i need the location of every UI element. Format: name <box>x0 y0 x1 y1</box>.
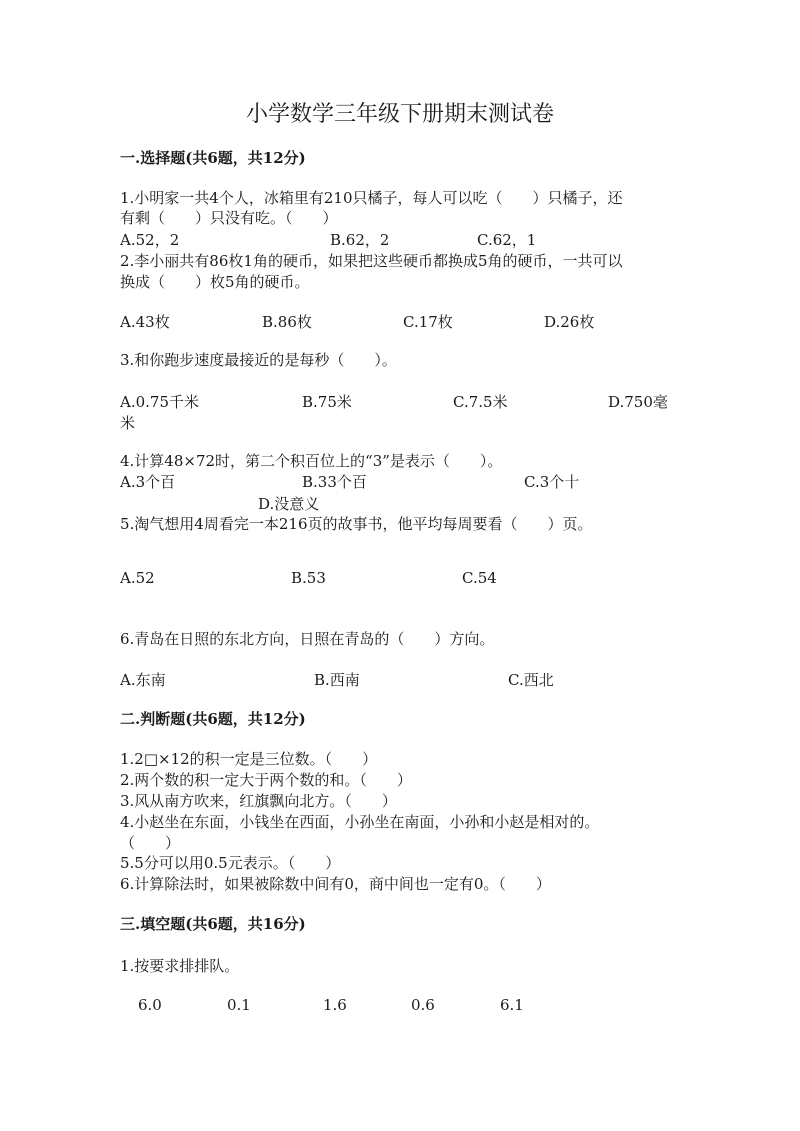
judge-item: 1.2□×12的积一定是三位数。（ ） <box>120 750 378 768</box>
option-d-wrap: 米 <box>120 414 136 432</box>
judge-item: 3.风从南方吹来，红旗飘向北方。（ ） <box>120 792 397 810</box>
judge-item: 2.两个数的积一定大于两个数的和。（ ） <box>120 771 412 789</box>
judge-item: 5.5分可以用0.5元表示。（ ） <box>120 854 341 872</box>
option-b: B.53 <box>291 569 326 587</box>
option-c: C.7.5米 <box>453 393 508 411</box>
option-b: B.75米 <box>302 393 352 411</box>
option-c: C.62，1 <box>477 231 537 249</box>
number-item: 0.6 <box>411 996 435 1014</box>
question-text: 5.淘气想用4周看完一本216页的故事书，他平均每周要看（ ）页。 <box>120 515 593 533</box>
option-a: A.3个百 <box>120 473 176 491</box>
section-heading-choice: 一.选择题(共6题，共12分) <box>120 149 306 167</box>
judge-item: 6.计算除法时，如果被除数中间有0，商中间也一定有0。（ ） <box>120 875 551 893</box>
option-c: C.17枚 <box>403 313 453 331</box>
question-text: 4.计算48×72时，第二个积百位上的“3”是表示（ ）。 <box>120 452 503 470</box>
question-text: 6.青岛在日照的东北方向，日照在青岛的（ ）方向。 <box>120 630 495 648</box>
option-a: A.东南 <box>120 671 166 689</box>
question-text: 换成（ ）枚5角的硬币。 <box>120 273 310 291</box>
option-a: A.43枚 <box>120 313 170 331</box>
question-text: 1.按要求排排队。 <box>120 957 240 975</box>
question-text: 3.和你跑步速度最接近的是每秒（ ）。 <box>120 351 397 369</box>
number-item: 6.0 <box>138 996 162 1014</box>
question-text: 有剩（ ）只没有吃。（ ） <box>120 209 338 227</box>
number-item: 1.6 <box>323 996 347 1014</box>
option-d: D.没意义 <box>258 495 320 513</box>
question-text: 2.李小丽共有86枚1角的硬币，如果把这些硬币都换成5角的硬币，一共可以 <box>120 252 623 270</box>
page-title: 小学数学三年级下册期末测试卷 <box>245 102 554 127</box>
option-d: D.750毫 <box>608 393 668 411</box>
number-item: 6.1 <box>500 996 524 1014</box>
option-a: A.52 <box>120 569 155 587</box>
option-a: A.52，2 <box>120 231 180 249</box>
option-c: C.54 <box>462 569 497 587</box>
number-item: 0.1 <box>227 996 251 1014</box>
question-text: 1.小明家一共4个人，冰箱里有210只橘子，每人可以吃（ ）只橘子，还 <box>120 189 623 207</box>
section-heading-fill: 三.填空题(共6题，共16分) <box>120 915 306 933</box>
option-c: C.西北 <box>508 671 554 689</box>
section-heading-judge: 二.判断题(共6题，共12分) <box>120 710 306 728</box>
option-d: D.26枚 <box>544 313 595 331</box>
option-b: B.62，2 <box>330 231 390 249</box>
option-b: B.86枚 <box>262 313 312 331</box>
option-b: B.西南 <box>314 671 360 689</box>
judge-item-wrap: （ ） <box>120 834 181 852</box>
option-b: B.33个百 <box>302 473 367 491</box>
option-a: A.0.75千米 <box>120 393 199 411</box>
judge-item: 4.小赵坐在东面，小钱坐在西面，小孙坐在南面，小孙和小赵是相对的。 <box>120 813 600 831</box>
option-c: C.3个十 <box>524 473 580 491</box>
